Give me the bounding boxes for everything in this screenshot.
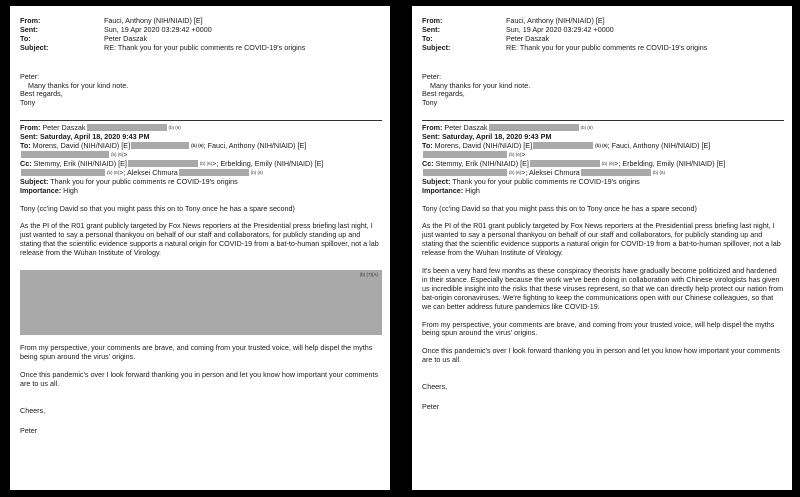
orig-importance: High <box>465 185 480 195</box>
orig-sent-label: Sent: <box>20 132 38 142</box>
subject-label: Subject: <box>422 42 451 52</box>
original-header <box>20 124 382 195</box>
reply-name: Tony <box>422 98 438 108</box>
orig-cc-3: >; Aleksei Chmura <box>521 167 580 177</box>
redaction-code: (b) (6) <box>250 169 264 175</box>
body-p5: Once this pandemic's over I look forward thanking you in person and let you know how important your comments are to us all. <box>422 346 781 365</box>
redaction-block <box>530 160 600 167</box>
body-p1: Tony (cc'ing David so that you might pass this on to Tony once he has a spare second) <box>20 203 295 213</box>
subject-value: RE: Thank you for your public comments re COVID-19's origins <box>506 42 708 52</box>
orig-to-label: To: <box>422 141 433 151</box>
orig-to-1: Morens, David (NIH/NIAID) [E] <box>434 141 533 151</box>
orig-from: Peter Daszak <box>42 123 86 133</box>
redaction-block <box>87 124 167 131</box>
reply-closing: Best regards, <box>20 89 63 99</box>
closing: Cheers, <box>20 405 46 415</box>
closing: Cheers, <box>422 382 448 392</box>
redaction-code: (b) (6) <box>595 143 608 149</box>
redaction-block <box>423 151 507 158</box>
document-page-redacted <box>10 6 390 490</box>
orig-from-label: From: <box>20 123 41 133</box>
redaction-code: (b) (6) <box>107 169 120 175</box>
orig-to-end: > <box>123 149 128 159</box>
redaction-block <box>131 142 189 149</box>
redaction-block <box>21 169 105 176</box>
divider <box>422 120 784 121</box>
orig-cc-2: >; Erbelding, Emily (NIH/NIAID) [E] <box>212 158 324 168</box>
redaction-code: (b) (6) <box>191 143 204 149</box>
to-label: To: <box>20 33 31 43</box>
signature: Peter <box>20 425 38 435</box>
orig-to-1: Morens, David (NIH/NIAID) [E] <box>32 141 131 151</box>
sent-label: Sent: <box>20 24 38 34</box>
redaction-code: (b) (6) <box>652 169 666 175</box>
redaction-code: (b) (6) <box>580 125 593 131</box>
subject-label: Subject: <box>20 42 49 52</box>
orig-to-2: ; Fauci, Anthony (NIH/NIAID) [E] <box>203 141 307 151</box>
reply-closing: Best regards, <box>422 89 465 99</box>
orig-from-label: From: <box>422 123 443 133</box>
redaction-code: (b) (6) <box>111 151 124 157</box>
body-p2: As the PI of the R01 grant publicly targeted by Fox News reporters at the Presidential press briefing last night, I just wanted to say a personal thankyou on behalf of our staff and collaborators, for publicly standing up and stating that the scientific evidence supports a natural origin for COVID-19 from a bat-to-human spillover, not a lab release from the Wuhan Institute of Virology. <box>422 221 781 258</box>
redaction-block <box>533 142 593 149</box>
orig-cc-3: >; Aleksei Chmura <box>119 167 178 177</box>
signature: Peter <box>422 402 440 412</box>
orig-subject: Thank you for your public comments re COVID-19's origins <box>452 176 640 186</box>
orig-from: Peter Daszak <box>444 123 488 133</box>
sent-value: Sun, 19 Apr 2020 03:29:42 +0000 <box>104 24 212 34</box>
document-page-unredacted <box>412 6 792 490</box>
orig-cc-1: Stemmy, Erik (NIH/NIAID) [E] <box>33 158 127 168</box>
orig-sent: Saturday, April 18, 2020 9:43 PM <box>441 132 552 142</box>
orig-to-2: ; Fauci, Anthony (NIH/NIAID) [E] <box>607 141 711 151</box>
redaction-block <box>423 169 507 176</box>
from-value: Fauci, Anthony (NIH/NIAID) [E] <box>506 16 605 25</box>
body-p4: From my perspective, your comments are brave, and coming from your trusted voice, will help dispel the myths being spun around the virus' origins. <box>20 343 373 361</box>
from-label: From: <box>20 16 41 25</box>
email-header <box>422 17 784 53</box>
divider <box>20 120 382 121</box>
reply-greeting: Peter: <box>422 71 442 81</box>
body-p2: As the PI of the R01 grant publicly targeted by Fox News reporters at the Presidential press briefing last night, I just wanted to say a personal thankyou on behalf of our staff and collaborators, for publicly standing up and stating that the scientific evidence supports a natural origin for COVID-19 from a bat-to-human spillover, not a lab release from the Wuhan Institute of Virology. <box>20 221 379 258</box>
redaction-block <box>128 160 198 167</box>
orig-importance-label: Importance: <box>422 185 464 195</box>
orig-cc-2: >; Erbelding, Emily (NIH/NIAID) [E] <box>614 158 726 168</box>
redaction-code: (b) (6) <box>168 125 181 131</box>
redaction-block <box>581 169 651 176</box>
redaction-block <box>179 169 249 176</box>
orig-sent-label: Sent: <box>422 132 440 142</box>
reply-text: Many thanks for your kind note. <box>28 80 129 90</box>
redaction-code: (b) (6) <box>509 169 522 175</box>
orig-subject: Thank you for your public comments re COVID-19's origins <box>50 176 238 186</box>
to-value: Peter Daszak <box>506 33 550 43</box>
orig-cc-label: Cc: <box>422 158 434 168</box>
to-label: To: <box>422 33 433 43</box>
body-p1: Tony (cc'ing David so that you might pass this on to Tony once he has a spare second) <box>422 203 697 213</box>
email-header <box>20 17 382 53</box>
redaction-block <box>21 151 109 158</box>
from-label: From: <box>422 16 443 25</box>
body-p3: It's been a very hard few months as these conspiracy theorists have gradually become politicized and hardened in their stance. Especially because the work we've been doing in collaboration with Chinese virologists has given us incredible insight into the risks that these viruses represent, so that we can directly help protect our nation from bat-origin coronaviruses. We're fighting to keep the communications open with our Chinese colleagues, so that we can better address future pandemics like COVID-19. <box>422 266 784 311</box>
reply-name: Tony <box>20 98 36 108</box>
from-value: Fauci, Anthony (NIH/NIAID) [E] <box>104 16 203 25</box>
redaction-code: (b) (6) <box>509 151 522 157</box>
orig-to-end: > <box>521 149 526 159</box>
orig-sent: Saturday, April 18, 2020 9:43 PM <box>39 132 150 142</box>
reply-greeting: Peter: <box>20 71 40 81</box>
reply-body <box>20 73 382 109</box>
body-p4: From my perspective, your comments are brave, and coming from your trusted voice, will help dispel the myths being spun around the virus' origins. <box>422 319 775 338</box>
orig-to-label: To: <box>20 141 31 151</box>
body-p5: Once this pandemic's over I look forward thanking you in person and let you know how important your comments are to us all. <box>20 369 379 388</box>
sent-value: Sun, 19 Apr 2020 03:29:42 +0000 <box>506 24 614 34</box>
orig-subject-label: Subject: <box>422 176 451 186</box>
subject-value: RE: Thank you for your public comments re COVID-19's origins <box>104 42 306 52</box>
orig-cc-label: Cc: <box>20 158 32 168</box>
reply-text: Many thanks for your kind note. <box>430 80 531 90</box>
redaction-code: (b) (7)(A) <box>359 272 378 278</box>
reply-body <box>422 73 784 109</box>
orig-importance: High <box>63 185 78 195</box>
sent-label: Sent: <box>422 24 440 34</box>
redaction-block <box>489 124 579 131</box>
original-header <box>422 124 784 195</box>
redacted-paragraph <box>20 270 382 335</box>
orig-subject-label: Subject: <box>20 176 49 186</box>
redaction-code: (b) (6) <box>199 160 213 166</box>
redaction-code: (b) (6) <box>601 160 615 166</box>
to-value: Peter Daszak <box>104 33 148 43</box>
orig-importance-label: Importance: <box>20 185 62 195</box>
orig-cc-1: Stemmy, Erik (NIH/NIAID) [E] <box>435 158 529 168</box>
